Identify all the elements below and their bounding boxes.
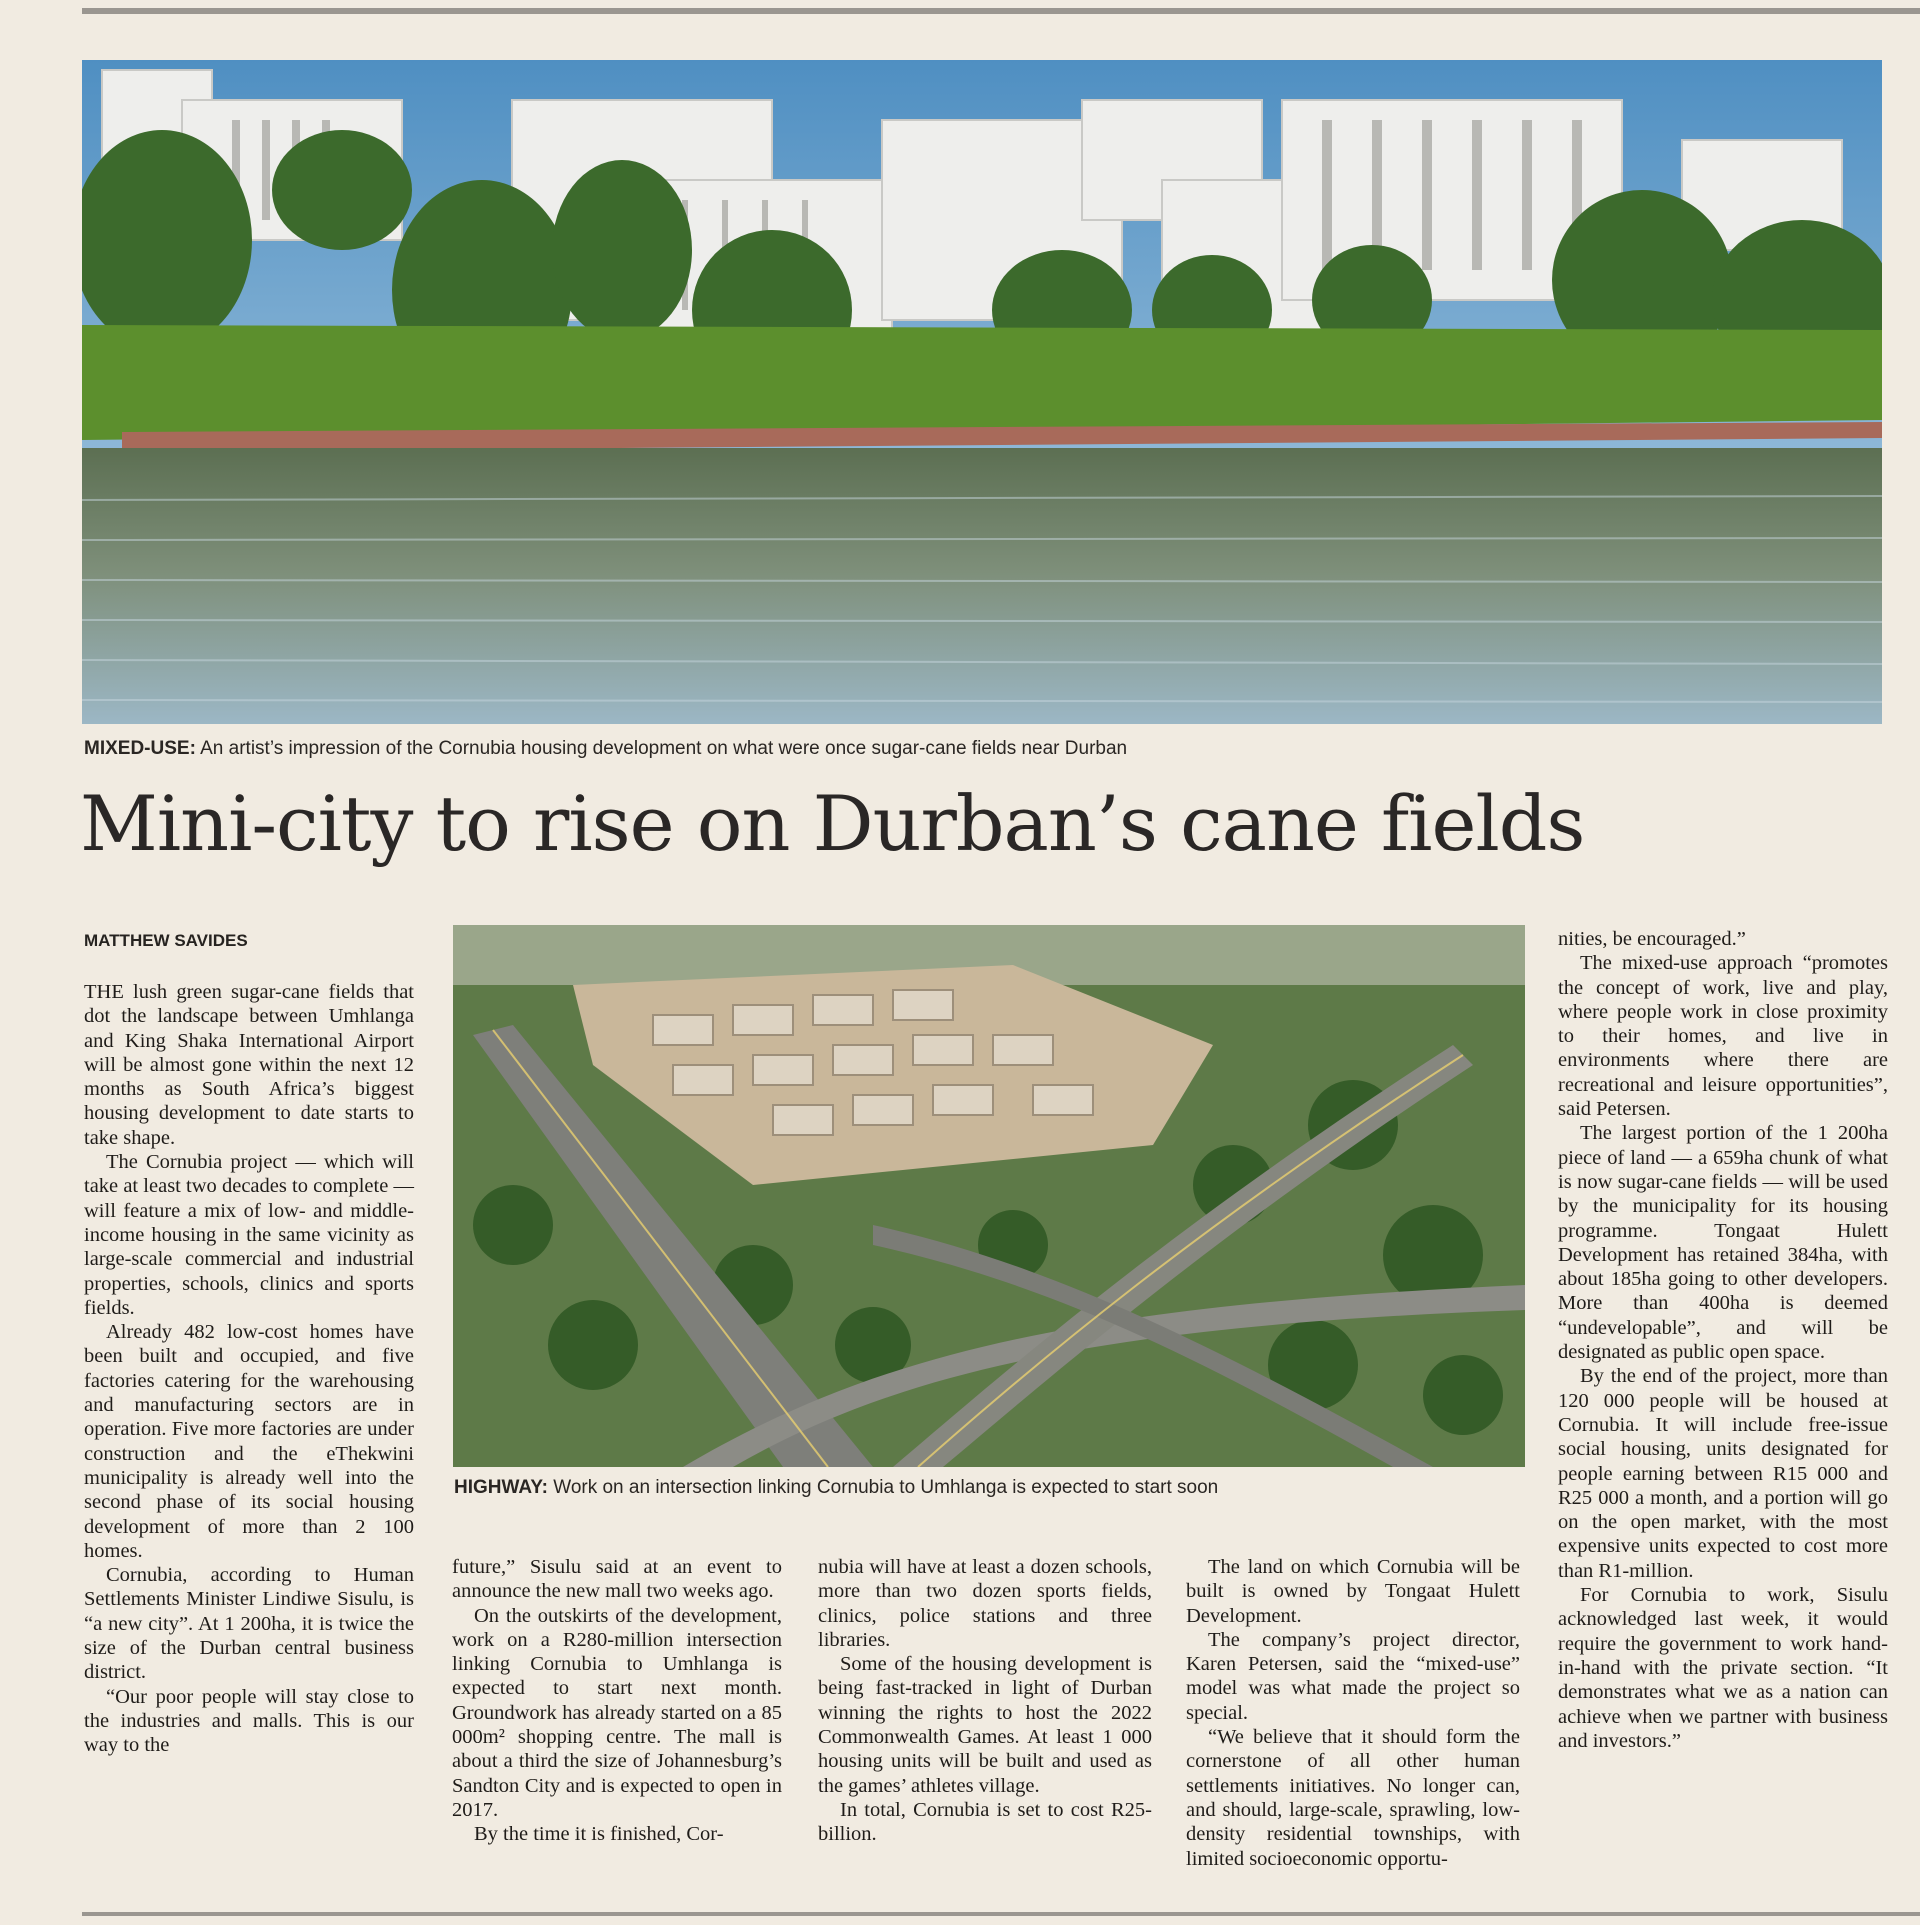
paragraph: Cornubia, according to Human Settlements Minister Lindiwe Sisulu, is “a new city”. At 1 200ha, it is twice the size of the Durban central business district. <box>84 1564 414 1684</box>
article-column-2 <box>452 1555 782 1847</box>
paragraph: Some of the housing development is being fast-tracked in light of Durban winning the rights to host the 2022 Commonwealth Games. At least 1 000 housing units will be built and used as the games’ athletes village. <box>818 1653 1152 1797</box>
mid-caption-label: HIGHWAY: <box>454 1477 548 1498</box>
article-column-1 <box>84 980 414 1758</box>
article-column-5 <box>1558 927 1888 1753</box>
paragraph: nities, be encouraged.” <box>1558 928 1746 950</box>
top-caption-label: MIXED-USE: <box>84 738 196 759</box>
paragraph: Already 482 low-cost homes have been built and occupied, and five factories catering for the warehousing and manufacturing sectors are in operation. Five more factories are under construction and the eThekwini municipality is already well into the second phase of its social housing development of more than 2 100 homes. <box>84 1321 414 1562</box>
paragraph: “Our poor people will stay close to the industries and malls. This is our way to the <box>84 1685 414 1757</box>
paragraph: The mixed-use approach “promotes the concept of work, live and play, where people work in close proximity to their homes, and live in environments where there are recreational and leisure opportunities”, said Petersen. <box>1558 952 1888 1121</box>
paragraph: The company’s project director, Karen Petersen, said the “mixed-use” model was what made the project so special. <box>1186 1628 1520 1724</box>
paragraph: future,” Sisulu said at an event to announce the new mall two weeks ago. <box>452 1556 782 1603</box>
paragraph: For Cornubia to work, Sisulu acknowledged last week, it would require the government to work hand-in-hand with the private section. “It demonstrates what we as a nation can achieve when we partner with business and investors.” <box>1558 1584 1888 1752</box>
paragraph: On the outskirts of the development, work on a R280-million intersection linking Cornubia to Umhlanga is expected to start next month. Groundwork has already started on a 85 000m² shopping centre. The mall is about a third the size of Johannesburg’s Sandton City and is expected to open in 2017. <box>452 1604 782 1821</box>
paragraph: By the time it is finished, Cor- <box>474 1823 724 1846</box>
mid-photo-caption <box>454 1477 1218 1499</box>
paragraph: The land on which Cornubia will be built is owned by Tongaat Hulett Development. <box>1186 1556 1520 1627</box>
mid-photo-highway-aerial <box>453 925 1525 1467</box>
paragraph: nubia will have at least a dozen schools, more than two dozen sports fields, clinics, police stations and three libraries. <box>818 1556 1152 1651</box>
article-column-4 <box>1186 1555 1520 1871</box>
article-column-3 <box>818 1555 1152 1847</box>
paragraph: By the end of the project, more than 120 000 people will be housed at Cornubia. It will include free-issue social housing, units designated for people earning between R15 000 and R25 000 a month, and a portion will go on the open market, with the most expensive units expected to cost more than R1-million. <box>1558 1365 1888 1582</box>
highway-illustration <box>453 925 1525 1467</box>
mid-caption-text: Work on an intersection linking Cornubia to Umhlanga is expected to start soon <box>547 1477 1219 1498</box>
headline: Mini-city to rise on Durban’s cane fields <box>80 779 1585 868</box>
top-caption-text: An artist’s impression of the Cornubia housing development on what were once sugar-cane fields near Durban <box>195 738 1128 759</box>
paragraph: In total, Cornubia is set to cost R25-billion. <box>818 1798 1152 1846</box>
top-rule <box>82 8 1920 14</box>
top-photo-artist-impression <box>82 60 1882 724</box>
waterfront-illustration <box>82 60 1882 724</box>
paragraph: The Cornubia project — which will take at least two decades to complete — will feature a mix of low- and middle-income housing in the same vicinity as large-scale commercial and industrial properties, schools, clinics and sports fields. <box>84 1151 414 1319</box>
byline: MATTHEW SAVIDES <box>84 931 248 950</box>
top-photo-caption <box>84 738 1127 760</box>
paragraph: The largest portion of the 1 200ha piece of land — a 659ha chunk of what is now sugar-cane fields — will be used by the municipality for its housing programme. Tongaat Hulett Development has retained 384ha, with about 185ha going to other developers. More than 400ha is deemed “undevelopable”, and will be designated as public open space. <box>1558 1122 1888 1364</box>
paragraph: “We believe that it should form the cornerstone of all other human settlements initiatives. No longer can, and should, large-scale, sprawling, low-density residential townships, with limited socioeconomic opportu- <box>1186 1726 1520 1870</box>
paragraph: THE lush green sugar-cane fields that dot the landscape between Umhlanga and King Shaka International Airport will be almost gone within the next 12 months as South Africa’s biggest housing development to date starts to take shape. <box>84 981 414 1149</box>
bottom-rule <box>82 1912 1920 1916</box>
